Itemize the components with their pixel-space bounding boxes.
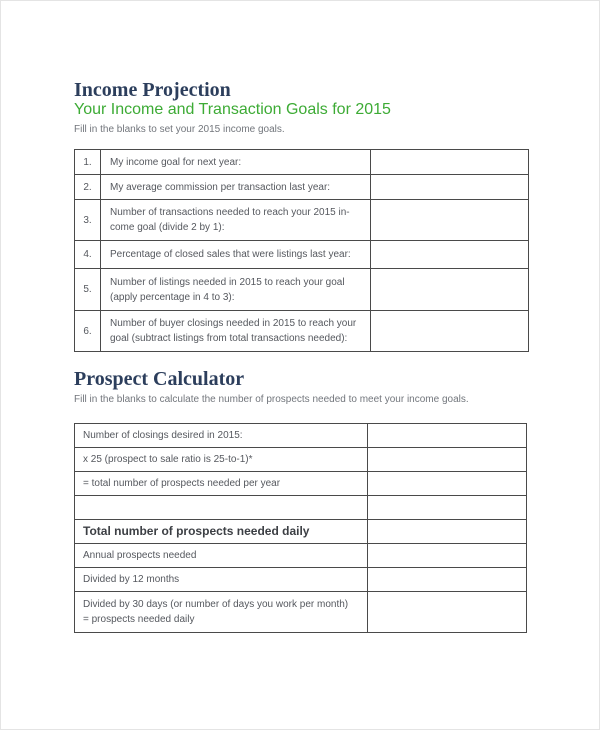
table-row [75, 311, 529, 352]
row-label [101, 200, 371, 241]
row-label-line: Number of closings desired in 2015: [83, 430, 243, 441]
row-label-line: My income goal for next year: [110, 156, 242, 168]
answer-field[interactable] [371, 175, 529, 200]
table-row [75, 520, 527, 544]
row-label-line: goal (subtract listings from total transactions needed): [110, 333, 348, 344]
row-label-line: Number of transactions needed to reach your 2015 in- [110, 207, 350, 218]
row-number: 2. [75, 175, 101, 200]
row-label-line: Annual prospects needed [83, 550, 197, 561]
row-label-line: = prospects needed daily [83, 614, 195, 625]
income-projection-title: Income Projection [74, 79, 231, 101]
answer-field[interactable] [371, 150, 529, 175]
table-row [75, 592, 527, 633]
row-number: 6. [75, 311, 101, 352]
row-label-line: (apply percentage in 4 to 3): [110, 291, 235, 303]
answer-field[interactable] [368, 568, 527, 592]
row-label [75, 424, 368, 448]
row-label [75, 568, 368, 592]
prospect-description: Fill in the blanks to calculate the number of prospects needed to meet your income goals. [74, 394, 469, 405]
answer-field[interactable] [371, 241, 529, 269]
income-goals-subtitle: Your Income and Transaction Goals for 2015 [74, 101, 391, 118]
row-label [101, 150, 371, 175]
answer-field[interactable] [371, 200, 529, 241]
row-label-line: x 25 (prospect to sale ratio is 25-to-1)* [83, 454, 253, 465]
row-label-line: My average commission per transaction last year: [110, 181, 331, 193]
answer-field[interactable] [371, 269, 529, 311]
answer-field[interactable] [368, 472, 527, 496]
table-row [75, 269, 529, 311]
table-row [75, 150, 529, 175]
row-label-line: Divided by 12 months [83, 574, 180, 585]
row-label-line: come goal (divide 2 by 1): [110, 222, 225, 233]
table-row [75, 472, 527, 496]
row-label [101, 269, 371, 311]
table-row [75, 496, 527, 520]
answer-field[interactable] [368, 496, 527, 520]
answer-field[interactable] [368, 424, 527, 448]
table-row [75, 544, 527, 568]
answer-field[interactable] [368, 520, 527, 544]
row-label-line: Percentage of closed sales that were listings last year: [110, 249, 351, 260]
row-number: 1. [75, 150, 101, 175]
row-label [75, 520, 368, 544]
answer-field[interactable] [368, 544, 527, 568]
table-row [75, 448, 527, 472]
row-label-line: Total number of prospects needed daily [83, 524, 310, 538]
row-label [75, 472, 368, 496]
table-row [75, 200, 529, 241]
row-label [101, 241, 371, 269]
row-label [75, 544, 368, 568]
income-projection-table [74, 149, 529, 352]
row-label [101, 311, 371, 352]
table-row [75, 568, 527, 592]
table-row [75, 175, 529, 200]
row-label-line: Divided by 30 days (or number of days you work per month) [83, 599, 349, 610]
row-label-line: = total number of prospects needed per year [83, 478, 281, 489]
row-label [75, 448, 368, 472]
row-number: 4. [75, 241, 101, 269]
table-row [75, 241, 529, 269]
income-description: Fill in the blanks to set your 2015 income goals. [74, 124, 285, 135]
answer-field[interactable] [368, 592, 527, 633]
prospect-calculator-title: Prospect Calculator [74, 368, 245, 390]
row-label-line: Number of buyer closings needed in 2015 to reach your [110, 318, 357, 329]
table-row [75, 424, 527, 448]
row-number: 5. [75, 269, 101, 311]
row-label [101, 175, 371, 200]
answer-field[interactable] [371, 311, 529, 352]
answer-field[interactable] [368, 448, 527, 472]
row-number: 3. [75, 200, 101, 241]
row-label-line: Number of listings needed in 2015 to reach your goal [110, 276, 345, 288]
row-label [75, 496, 368, 520]
prospect-calculator-table [74, 423, 527, 633]
row-label [75, 592, 368, 633]
